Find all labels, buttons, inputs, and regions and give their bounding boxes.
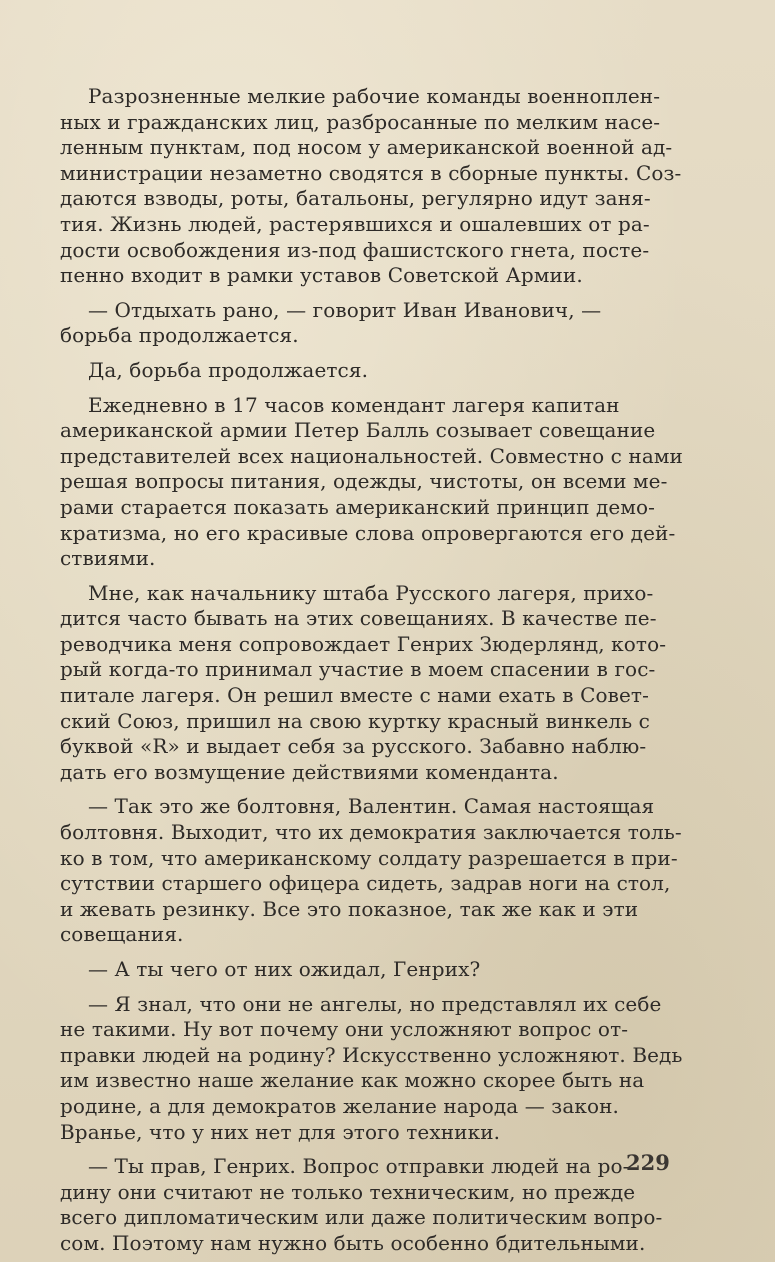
text-line: — Так это же болтовня, Валентин. Самая настоящая	[88, 794, 655, 819]
paragraph	[60, 84, 687, 289]
paragraph	[60, 992, 687, 1146]
text-line: — Я знал, что они не ангелы, но представлял их себе	[88, 991, 662, 1016]
text-line: Да, борьба продолжается.	[88, 357, 369, 382]
paragraph	[60, 1154, 687, 1256]
text-line: не такими. Ну вот почему они усложняют вопрос от-	[60, 1017, 629, 1042]
text-line: сом. Поэтому нам нужно быть особенно бдительными.	[60, 1230, 646, 1255]
text-line: даются взводы, роты, батальоны, регулярно идут заня-	[60, 186, 651, 211]
text-line: питале лагеря. Он решил вместе с нами ехать в Совет-	[60, 683, 649, 708]
text-line: представителей всех национальностей. Совместно с нами	[60, 443, 683, 468]
text-line: кратизма, но его красивые слова опровергаются его дей-	[60, 520, 676, 545]
text-line: им известно наше желание как можно скорее быть на	[60, 1068, 645, 1093]
paragraph-gap	[60, 1145, 687, 1154]
text-line: американской армии Петер Балль созывает совещание	[60, 418, 656, 443]
paragraph	[60, 794, 687, 948]
text-line: дится часто бывать на этих совещаниях. В качестве пе-	[60, 606, 657, 631]
text-line: рый когда-то принимал участие в моем спасении в гос-	[60, 657, 656, 682]
text-line: ко в том, что американскому солдату разрешается в при-	[60, 845, 678, 870]
body-text	[60, 84, 687, 1257]
text-line: и жевать резинку. Все это показное, так же как и эти	[60, 896, 639, 921]
text-line: Вранье, что у них нет для этого техники.	[60, 1119, 501, 1144]
text-line: совещания.	[60, 922, 184, 947]
paragraph	[60, 581, 687, 786]
paragraph-gap	[60, 572, 687, 581]
text-line: родине, а для демократов желание народа — закон.	[60, 1093, 619, 1118]
text-line: рами старается показать американский принцип демо-	[60, 494, 655, 519]
paragraph-gap	[60, 785, 687, 794]
text-line: ленным пунктам, под носом у американской военной ад-	[60, 135, 673, 160]
text-line: Разрозненные мелкие рабочие команды военноплен-	[88, 84, 661, 108]
paragraph-gap	[60, 948, 687, 957]
text-line: ных и гражданских лиц, разбросанные по мелким насе-	[60, 109, 661, 134]
text-line: Мне, как начальнику штаба Русского лагеря, прихо-	[88, 580, 654, 605]
text-line: дать его возмущение действиями коменданта.	[60, 759, 559, 784]
text-line: всего дипломатическим или даже политическим вопро-	[60, 1205, 663, 1230]
text-line: ский Союз, пришил на свою куртку красный винкель с	[60, 708, 650, 733]
text-line: пенно входит в рамки уставов Советской Армии.	[60, 263, 583, 288]
page-number: 229	[626, 1150, 670, 1175]
text-line: сутствии старшего офицера сидеть, задрав ноги на стол,	[60, 871, 671, 896]
text-line: — Отдыхать рано, — говорит Иван Иванович, —	[88, 297, 602, 322]
text-line: решая вопросы питания, одежды, чистоты, он всеми ме-	[60, 469, 668, 494]
text-line: буквой «R» и выдает себя за русского. Забавно наблю-	[60, 734, 647, 759]
paragraph	[60, 358, 687, 384]
text-line: реводчика меня сопровождает Генрих Зюдерлянд, кото-	[60, 631, 667, 656]
text-line: Ежедневно в 17 часов комендант лагеря капитан	[88, 392, 620, 417]
text-line: ствиями.	[60, 546, 156, 571]
paragraph	[60, 393, 687, 572]
text-line: — Ты прав, Генрих. Вопрос отправки людей на ро-	[88, 1154, 630, 1179]
text-line: дости освобождения из-под фашистского гнета, посте-	[60, 237, 650, 262]
text-line: правки людей на родину? Искусственно усложняют. Ведь	[60, 1042, 683, 1067]
paragraph-gap	[60, 349, 687, 358]
paragraph	[60, 298, 687, 349]
paragraph	[60, 957, 687, 983]
text-line: министрации незаметно сводятся в сборные пункты. Соз-	[60, 160, 682, 185]
text-line: борьба продолжается.	[60, 323, 299, 348]
text-line: — А ты чего от них ожидал, Генрих?	[88, 957, 481, 981]
text-line: болтовня. Выходит, что их демократия заключается толь-	[60, 820, 682, 845]
paragraph-gap	[60, 289, 687, 298]
text-line: дину они считают не только техническим, но прежде	[60, 1179, 636, 1204]
text-line: тия. Жизнь людей, растерявшихся и ошалевших от ра-	[60, 211, 650, 236]
paragraph-gap	[60, 384, 687, 393]
paragraph-gap	[60, 983, 687, 992]
